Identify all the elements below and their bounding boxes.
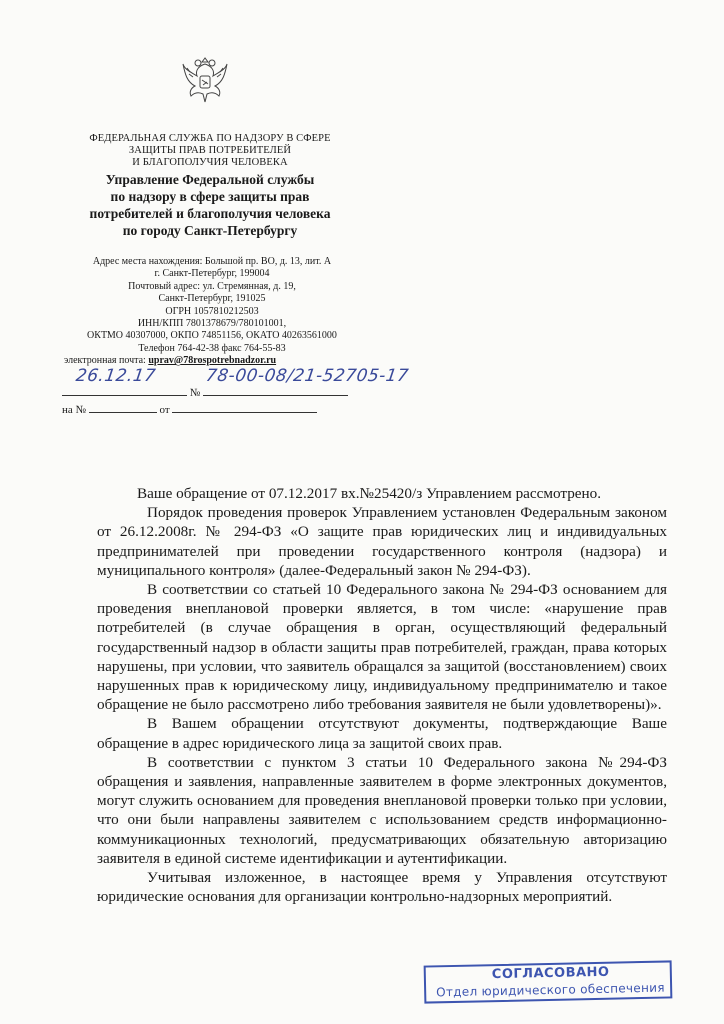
address-line: Санкт-Петербург, 191025 — [158, 293, 266, 305]
paragraph: В Вашем обращении отсутствуют документы, подтверждающие Ваше обращение в адрес юридического лица за защитой своих прав. — [97, 715, 667, 752]
letterhead — [60, 133, 360, 239]
paragraph: Учитывая изложенное, в настоящее время у Управления отсутствуют юридические основания для организации контрольно-надзорных мероприятий. — [97, 869, 667, 906]
number-sign: № — [189, 387, 201, 399]
service-line: ЗАЩИТЫ ПРАВ ПОТРЕБИТЕЛЕЙ — [128, 145, 292, 156]
address-block — [62, 256, 362, 368]
address-line: ОКТМО 40307000, ОКПО 74851156, ОКАТО 40263561000 — [87, 330, 337, 342]
email-link[interactable]: uprav@78rospotrebnadzor.ru — [148, 355, 277, 367]
paragraph: В соответствии со статьей 10 Федерального закона № 294-ФЗ основанием для проведения внеплановой проверки является, в том числе: «нарушение прав потребителей (в случае обращения в орган, осуществляющий федеральный государственный надзор в области защиты прав потребителей, граждан, права которых нарушены, при условии, что заявитель обращался за защитой (восстановлением) своих нарушенных прав к юридическому лицу, индивидуальному предпринимателю и такое обращение не было рассмотрено либо требования заявителя не были удовлетворены)». — [97, 581, 667, 714]
reply-label: на № — [62, 404, 87, 416]
russian-coat-of-arms-icon — [181, 52, 229, 106]
address-line: ИНН/КПП 7801378679/780101001, — [137, 318, 287, 330]
address-line: Телефон 764-42-38 факс 764-55-83 — [138, 342, 286, 354]
department-line: по городу Санкт-Петербургу — [122, 223, 298, 238]
stamp-subtitle: Отдел юридического обеспечения — [436, 980, 665, 1000]
stamp-title: СОГЛАСОВАНО — [491, 964, 610, 983]
department-line: по надзору в сфере защиты прав — [110, 189, 310, 204]
reply-line — [62, 400, 317, 417]
approval-stamp — [424, 960, 673, 1003]
paragraph: Порядок проведения проверок Управлением установлен Федеральным законом от 26.12.2008г. № 294-ФЗ «О защите прав юридических лиц и индивидуальных предпринимателей при проведении государственного контроля (надзора) и муниципального контроля» (далее-Федеральный закон № 294-ФЗ). — [97, 504, 667, 579]
from-label: от — [159, 404, 170, 416]
service-line: И БЛАГОПОЛУЧИЯ ЧЕЛОВЕКА — [132, 157, 288, 168]
address-line: Адрес места нахождения: Большой пр. ВО, д. 13, лит. А — [92, 256, 332, 267]
reply-number-underline — [89, 400, 157, 413]
reply-date-underline — [172, 400, 317, 413]
paragraph: Ваше обращение от 07.12.2017 вх.№25420/з Управлением рассмотрено. — [137, 485, 602, 502]
department-line: Управление Федеральной службы — [105, 172, 315, 187]
address-line: г. Санкт-Петербург, 199004 — [154, 268, 270, 280]
email-label: электронная почта: — [64, 355, 149, 367]
address-line: ОГРН 1057810212503 — [165, 305, 259, 317]
department-line: потребителей и благополучия человека — [89, 206, 331, 221]
handwritten-date: 26.12.17 — [74, 366, 158, 386]
letter-body — [97, 484, 667, 906]
service-line: ФЕДЕРАЛЬНАЯ СЛУЖБА ПО НАДЗОРУ В СФЕРЕ — [89, 133, 331, 144]
department-name — [60, 171, 360, 239]
paragraph: В соответствии с пунктом 3 статьи 10 Федерального закона №294-ФЗ обращения и заявления, направленные заявителем в форме электронных документов, могут служить основанием для проведения внеплановой проверки только при условии, что они были направлены заявителем с использованием средств информационно-коммуникационных технологий, предусматривающих обязательную авторизацию заявителя в единой системе идентификации и аутентификации. — [97, 753, 667, 867]
address-line: Почтовый адрес: ул. Стремянная, д. 19, — [128, 280, 296, 292]
handwritten-number: 78-00-08/21-52705-17 — [204, 366, 410, 386]
